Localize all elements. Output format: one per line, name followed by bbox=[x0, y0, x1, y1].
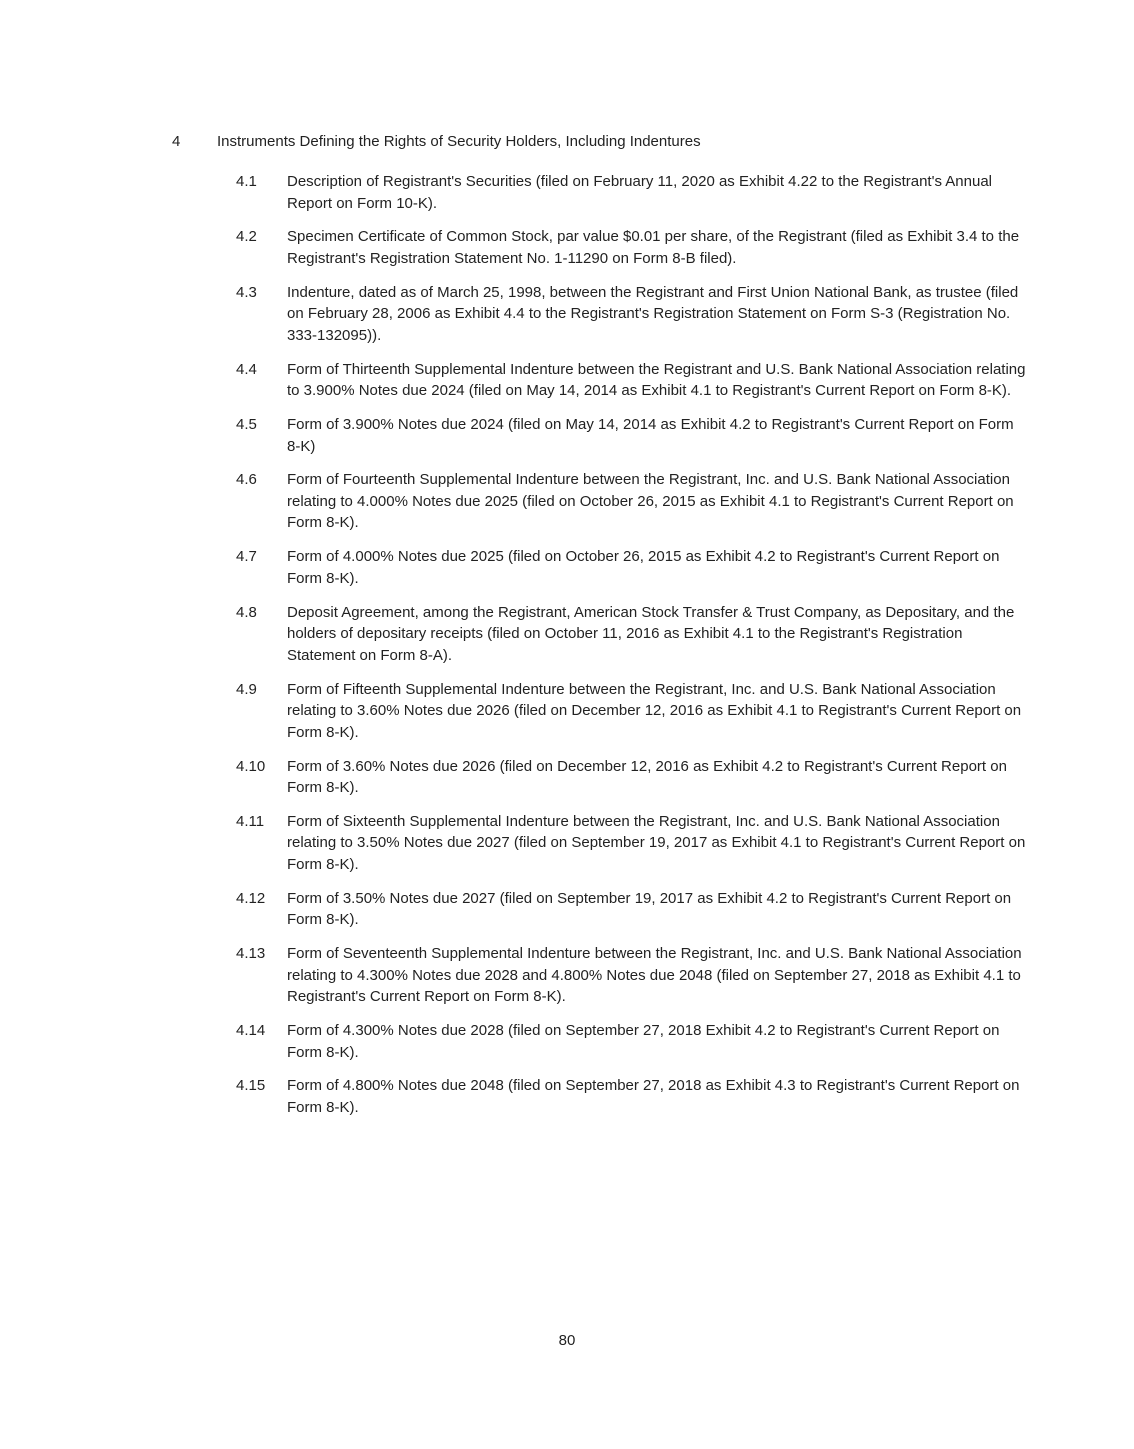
section-number: 4 bbox=[172, 133, 181, 150]
exhibit-number: 4.11 bbox=[236, 812, 265, 830]
exhibit-description: Form of 3.60% Notes due 2026 (filed on December 12, 2016 as Exhibit 4.2 to Registrant's Current Report on Form 8-K). bbox=[287, 757, 1007, 797]
exhibit-item bbox=[236, 359, 1026, 402]
exhibit-number: 4.8 bbox=[236, 603, 257, 621]
exhibit-description: Form of 3.50% Notes due 2027 (filed on September 19, 2017 as Exhibit 4.2 to Registrant's Current Report on Form 8-K). bbox=[287, 889, 1012, 929]
exhibit-description: Deposit Agreement, among the Registrant, American Stock Transfer & Trust Company, as Depositary, and the holders of depositary receipts (filed on October 11, 2016 as Exhibit 4.1 to the Registrant's Registration Statement on Form 8-A). bbox=[287, 603, 1015, 664]
page-number: 80 bbox=[558, 1332, 576, 1349]
exhibit-description: Form of Fifteenth Supplemental Indenture between the Registrant, Inc. and U.S. Bank National Association relating to 3.60% Notes due 2026 (filed on December 12, 2016 as Exhibit 4.1 to Registrant's Current Report on Form 8-K). bbox=[287, 680, 1022, 741]
exhibit-description: Form of 4.000% Notes due 2025 (filed on October 26, 2015 as Exhibit 4.2 to Registrant's Current Report on Form 8-K). bbox=[287, 548, 1000, 587]
exhibit-item bbox=[236, 469, 1026, 534]
exhibit-item bbox=[236, 282, 1026, 347]
exhibit-number: 4.5 bbox=[236, 416, 257, 434]
exhibit-description: Form of Sixteenth Supplemental Indenture between the Registrant, Inc. and U.S. Bank National Association relating to 3.50% Notes due 2027 (filed on September 19, 2017 as Exhibit 4.1 to Registrant's Current Report on Form 8-K). bbox=[287, 812, 1026, 873]
exhibit-number: 4.12 bbox=[236, 889, 266, 907]
exhibit-number: 4.1 bbox=[236, 173, 257, 190]
exhibit-number: 4.9 bbox=[236, 680, 257, 698]
exhibit-item bbox=[236, 171, 1026, 214]
exhibit-item bbox=[236, 226, 1026, 269]
exhibit-description: Form of 4.300% Notes due 2028 (filed on September 27, 2018 Exhibit 4.2 to Registrant's Current Report on Form 8-K). bbox=[287, 1022, 1000, 1061]
exhibit-item bbox=[236, 811, 1026, 876]
exhibit-description: Form of Seventeenth Supplemental Indenture between the Registrant, Inc. and U.S. Bank National Association relating to 4.300% Notes due 2028 and 4.800% Notes due 2048 (filed on September 27, 2018 as Exhibit 4.1 to Registrant's Current Report on Form 8-K). bbox=[287, 945, 1022, 1006]
exhibit-list bbox=[236, 171, 1026, 1131]
exhibit-description: Form of 3.900% Notes due 2024 (filed on May 14, 2014 as Exhibit 4.2 to Registrant's Current Report on Form 8-K) bbox=[287, 416, 1014, 455]
exhibit-number: 4.13 bbox=[236, 945, 266, 963]
exhibit-description: Form of Fourteenth Supplemental Indenture between the Registrant, Inc. and U.S. Bank National Association relating to 4.000% Notes due 2025 (filed on October 26, 2015 as Exhibit 4.1 to Registrant's Current Report on Form 8-K). bbox=[287, 471, 1014, 532]
exhibit-item bbox=[236, 1075, 1026, 1118]
exhibit-number: 4.15 bbox=[236, 1077, 266, 1095]
exhibit-item bbox=[236, 943, 1026, 1008]
exhibit-item bbox=[236, 414, 1026, 457]
exhibit-number: 4.2 bbox=[236, 228, 257, 246]
exhibit-item bbox=[236, 602, 1026, 667]
exhibit-item bbox=[236, 679, 1026, 744]
exhibit-description: Specimen Certificate of Common Stock, par value $0.01 per share, of the Registrant (filed as Exhibit 3.4 to the Registrant's Registration Statement No. 1-11290 on Form 8-B filed). bbox=[287, 228, 1020, 267]
exhibit-number: 4.4 bbox=[236, 360, 257, 378]
exhibit-item bbox=[236, 1020, 1026, 1063]
exhibit-item bbox=[236, 546, 1026, 589]
exhibit-description: Description of Registrant's Securities (filed on February 11, 2020 as Exhibit 4.22 to the Registrant's Annual Report on Form 10-K). bbox=[287, 173, 992, 212]
exhibit-number: 4.7 bbox=[236, 548, 257, 566]
exhibit-description: Form of Thirteenth Supplemental Indenture between the Registrant and U.S. Bank National Association relating to 3.900% Notes due 2024 (filed on May 14, 2014 as Exhibit 4.1 to Registrant's Current Report on Form 8-K). bbox=[287, 360, 1026, 400]
section-title: Instruments Defining the Rights of Security Holders, Including Indentures bbox=[217, 133, 701, 150]
exhibit-description: Form of 4.800% Notes due 2048 (filed on September 27, 2018 as Exhibit 4.3 to Registrant's Current Report on Form 8-K). bbox=[287, 1077, 1020, 1116]
exhibit-number: 4.6 bbox=[236, 471, 257, 489]
exhibit-number: 4.3 bbox=[236, 283, 257, 301]
exhibit-description: Indenture, dated as of March 25, 1998, between the Registrant and First Union National Bank, as trustee (filed on February 28, 2006 as Exhibit 4.4 to the Registrant's Registration Statement on Form S-3 (Registration No. 333-132095)). bbox=[287, 283, 1019, 344]
exhibit-number: 4.14 bbox=[236, 1022, 266, 1040]
exhibit-number: 4.10 bbox=[236, 757, 266, 775]
exhibit-item bbox=[236, 888, 1026, 931]
exhibit-item bbox=[236, 756, 1026, 799]
